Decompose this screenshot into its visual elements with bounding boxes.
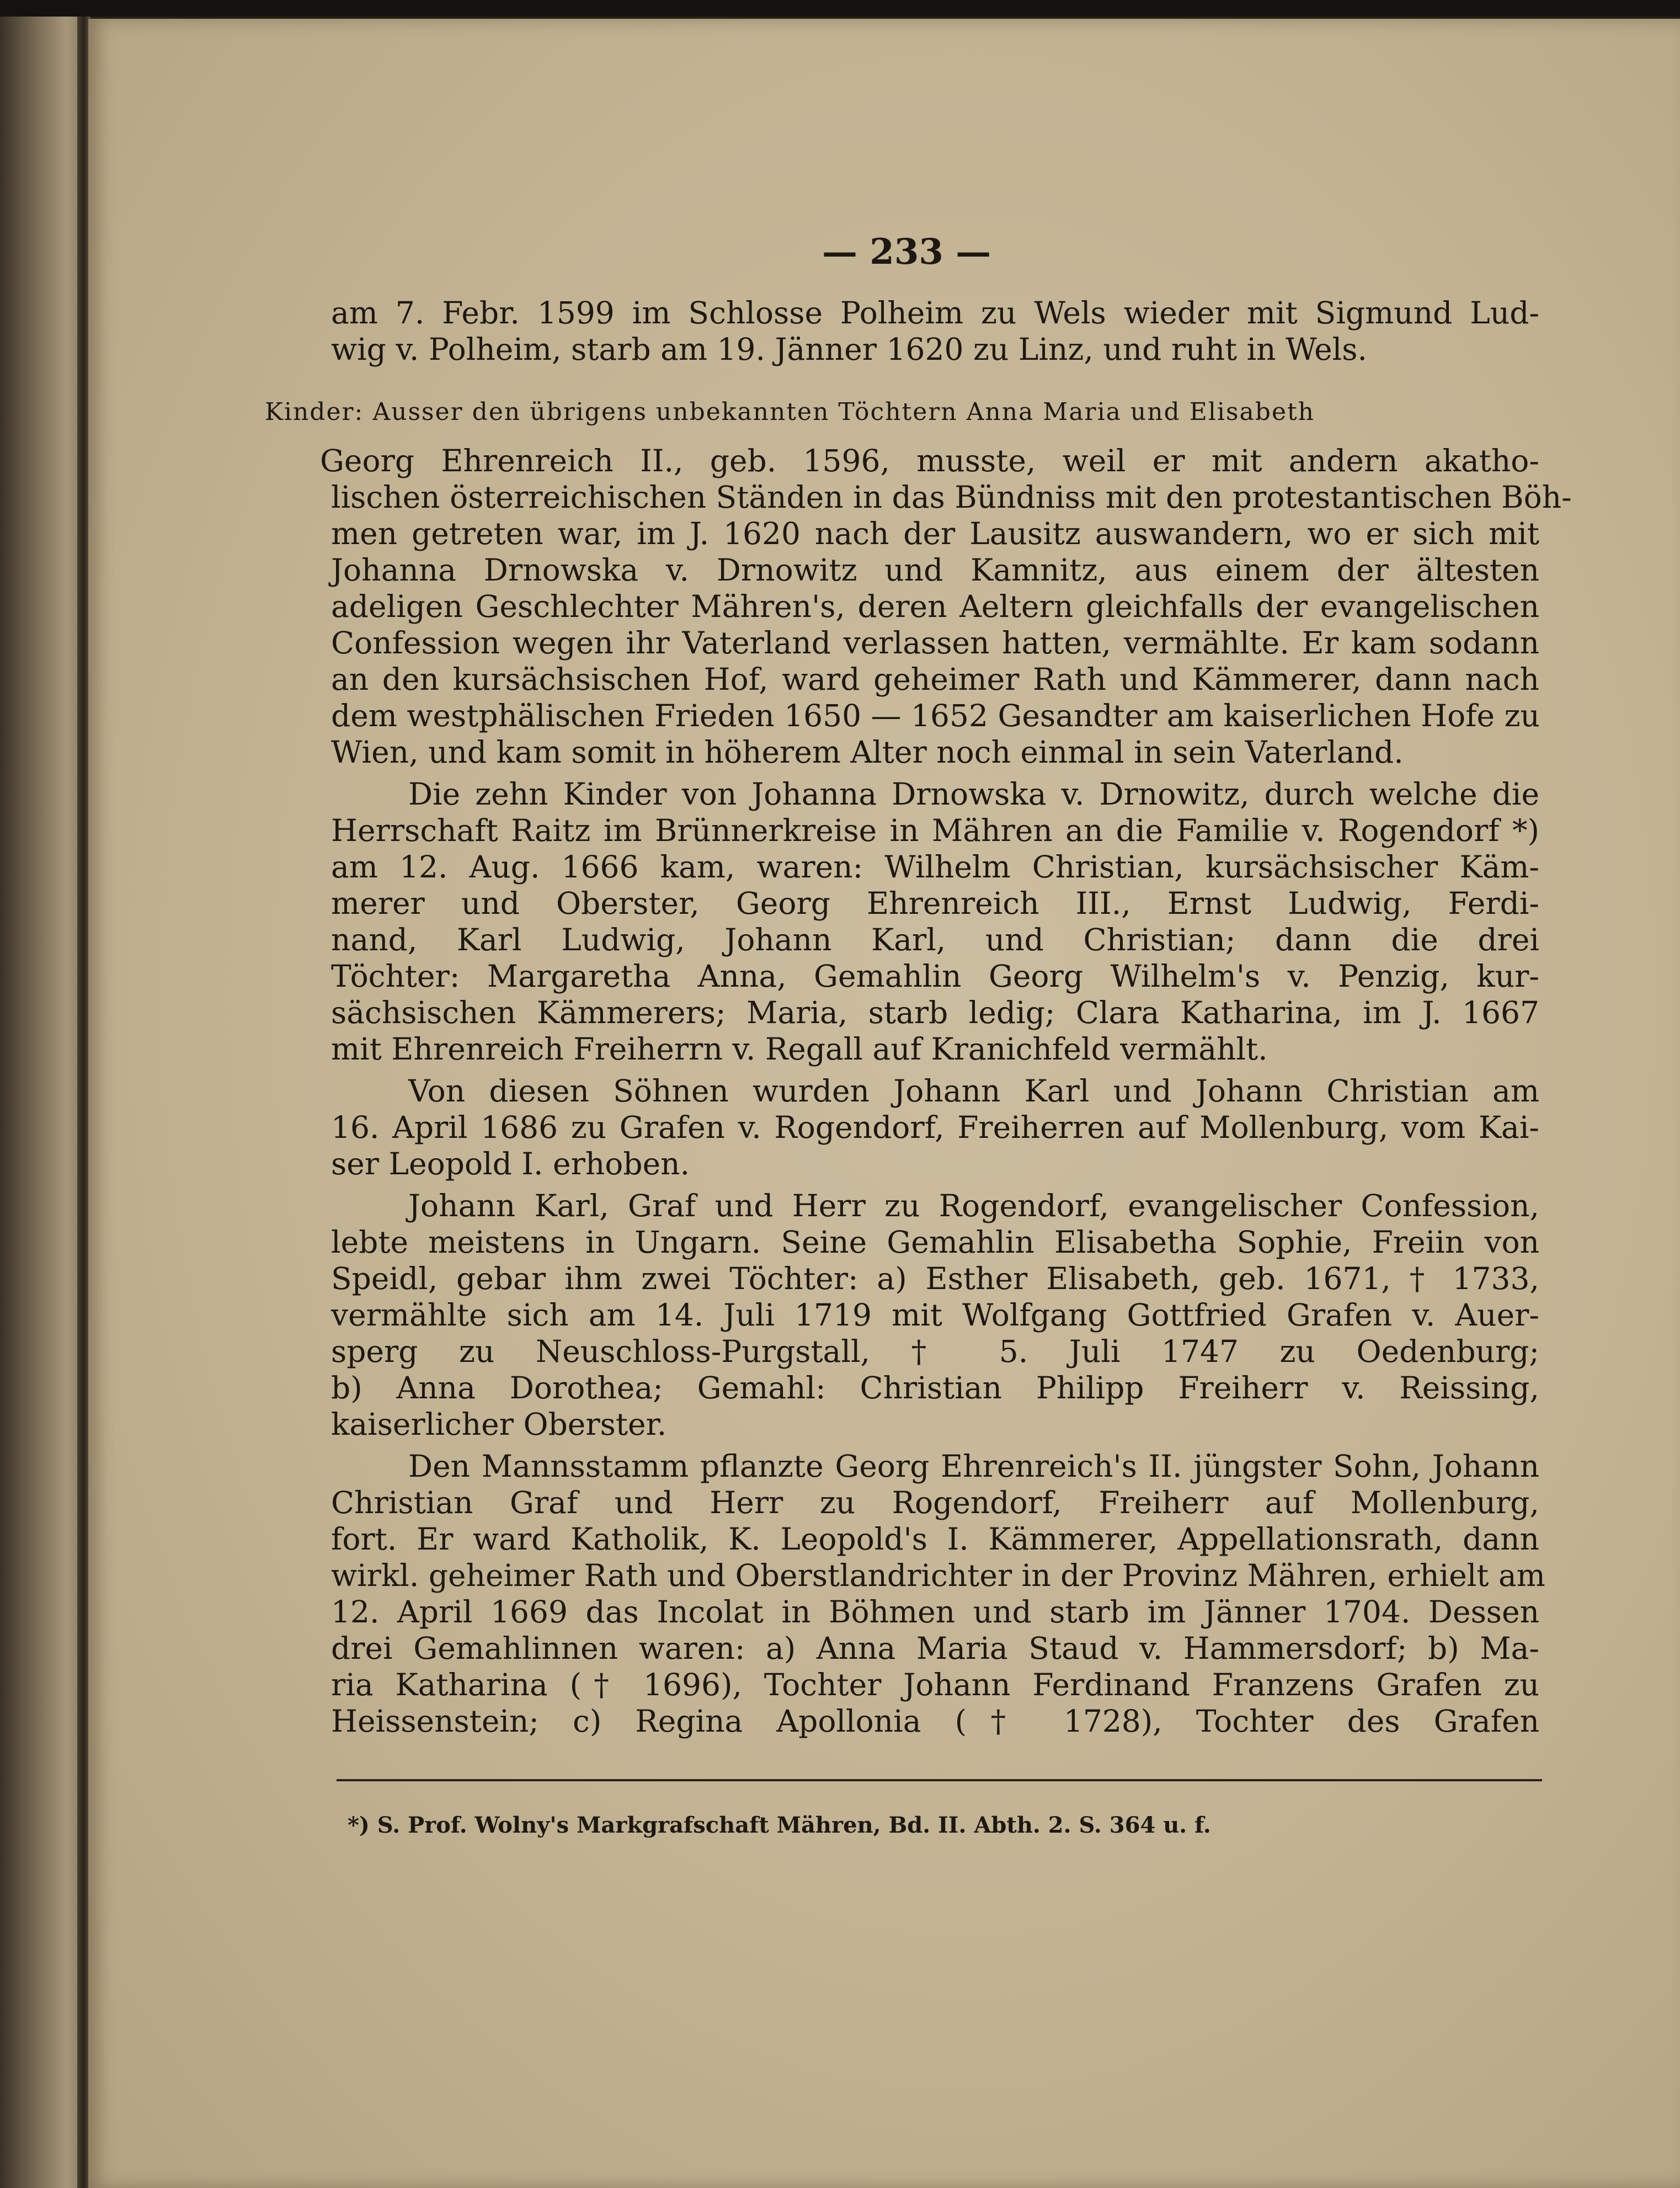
- text-line: wirkl. geheimer Rath und Oberstlandrichter in der Provinz Mähren, erhielt am: [331, 1558, 1545, 1593]
- text-line: 12. April 1669 das Incolat in Böhmen und starb im Jänner 1704. Dessen: [331, 1594, 1539, 1630]
- text-line: Georg Ehrenreich II., geb. 1596, musste, weil er mit andern akatho-: [320, 443, 1539, 478]
- text-line: Johanna Drnowska v. Drnowitz und Kamnitz, aus einem der ältesten: [331, 552, 1539, 588]
- text-line: Johann Karl, Graf und Herr zu Rogendorf, evangelischer Confession,: [408, 1188, 1539, 1223]
- text-line: dem westphälischen Frieden 1650 — 1652 Gesandter am kaiserlichen Hofe zu: [331, 698, 1540, 733]
- text-line: kaiserlicher Oberster.: [331, 1407, 667, 1442]
- text-line: mit Ehrenreich Freiherrn v. Regall auf Kranichfeld vermählt.: [331, 1031, 1268, 1067]
- text-line: Speidl, gebar ihm zwei Töchter: a) Esther Elisabeth, geb. 1671, † 1733,: [331, 1261, 1539, 1296]
- text-line: vermählte sich am 14. Juli 1719 mit Wolfgang Gottfried Grafen v. Auer-: [331, 1297, 1539, 1333]
- text-line: nand, Karl Ludwig, Johann Karl, und Christian; dann die drei: [331, 922, 1539, 957]
- text-line: 16. April 1686 zu Grafen v. Rogendorf, Freiherren auf Mollenburg, vom Kai-: [331, 1110, 1539, 1145]
- text-line: men getreten war, im J. 1620 nach der Lausitz auswandern, wo er sich mit: [331, 516, 1539, 551]
- text-line: sächsischen Kämmerers; Maria, starb ledig; Clara Katharina, im J. 1667: [331, 995, 1539, 1030]
- text-line: Confession wegen ihr Vaterland verlassen hatten, vermählte. Er kam sodann: [331, 625, 1539, 661]
- text-line: Heissenstein; c) Regina Apollonia († 1728), Tochter des Grafen: [331, 1703, 1539, 1739]
- text-line: Den Mannsstamm pflanzte Georg Ehrenreich's II. jüngster Sohn, Johann: [408, 1449, 1539, 1484]
- footnote: *) S. Prof. Wolny's Markgrafschaft Mähren, Bd. II. Abth. 2. S. 364 u. f.: [348, 1812, 1211, 1838]
- text-line: Von diesen Söhnen wurden Johann Karl und Johann Christian am: [408, 1073, 1539, 1109]
- text-line: Wien, und kam somit in höherem Alter noch einmal in sein Vaterland.: [331, 734, 1404, 770]
- text-line: Kinder: Ausser den übrigens unbekannten Töchtern Anna Maria und Elisabeth: [265, 398, 1315, 426]
- scan-top-edge: [0, 0, 1680, 17]
- book-page: [88, 19, 1680, 2188]
- text-line: fort. Er ward Katholik, K. Leopold's I. Kämmerer, Appellationsrath, dann: [331, 1521, 1539, 1557]
- text-line: an den kursächsischen Hof, ward geheimer Rath und Kämmerer, dann nach: [331, 662, 1539, 697]
- text-line: am 7. Febr. 1599 im Schlosse Polheim zu Wels wieder mit Sigmund Lud-: [331, 295, 1539, 331]
- text-line: lebte meistens in Ungarn. Seine Gemahlin Elisabetha Sophie, Freiin von: [331, 1225, 1539, 1260]
- footnote-rule: [337, 1779, 1542, 1781]
- text-line: Töchter: Margaretha Anna, Gemahlin Georg Wilhelm's v. Penzig, kur-: [331, 959, 1539, 994]
- text-line: b) Anna Dorothea; Gemahl: Christian Philipp Freiherr v. Reissing,: [331, 1370, 1539, 1406]
- text-line: am 12. Aug. 1666 kam, waren: Wilhelm Christian, kursächsischer Käm-: [331, 849, 1539, 885]
- page-number: — 233 —: [822, 231, 991, 273]
- text-line: wig v. Polheim, starb am 19. Jänner 1620 zu Linz, und ruht in Wels.: [331, 332, 1367, 367]
- text-line: drei Gemahlinnen waren: a) Anna Maria Staud v. Hammersdorf; b) Ma-: [331, 1631, 1539, 1666]
- text-line: lischen österreichischen Ständen in das Bündniss mit den protestantischen Böh-: [331, 480, 1572, 515]
- text-line: ser Leopold I. erhoben.: [331, 1146, 690, 1181]
- left-page-edge: [0, 17, 83, 2188]
- text-line: Herrschaft Raitz im Brünnerkreise in Mähren an die Familie v. Rogendorf *): [331, 813, 1539, 848]
- text-line: adeligen Geschlechter Mähren's, deren Aeltern gleichfalls der evangelischen: [331, 589, 1539, 624]
- text-line: ria Katharina († 1696), Tochter Johann Ferdinand Franzens Grafen zu: [331, 1667, 1539, 1702]
- text-line: Die zehn Kinder von Johanna Drnowska v. Drnowitz, durch welche die: [408, 776, 1539, 812]
- text-line: sperg zu Neuschloss-Purgstall, † 5. Juli 1747 zu Oedenburg;: [331, 1334, 1539, 1369]
- text-line: merer und Oberster, Georg Ehrenreich III., Ernst Ludwig, Ferdi-: [331, 886, 1539, 921]
- text-line: Christian Graf und Herr zu Rogendorf, Freiherr auf Mollenburg,: [331, 1485, 1539, 1520]
